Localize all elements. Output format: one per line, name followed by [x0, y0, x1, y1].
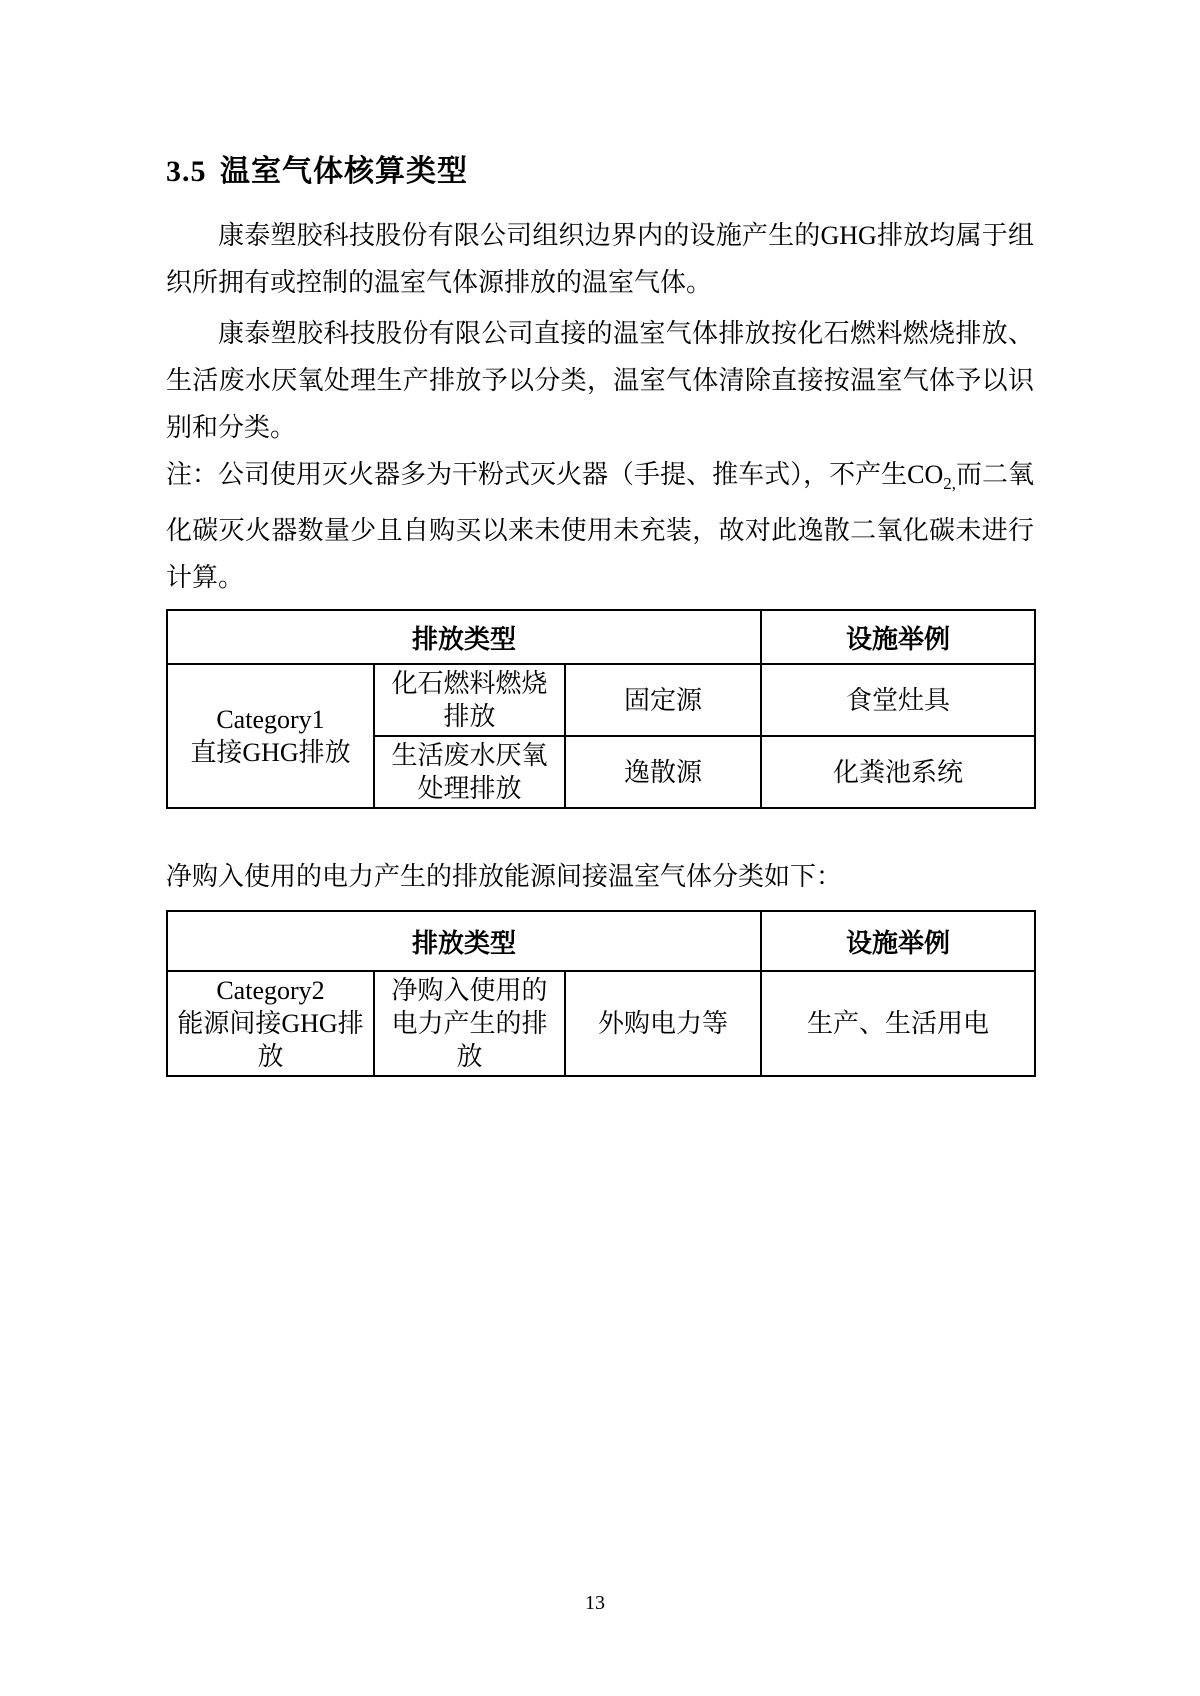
co2-subscript: 2, — [943, 474, 956, 494]
paragraph-direct-emission-classification: 康泰塑胶科技股份有限公司直接的温室气体排放按化石燃料燃烧排放、生活废水厌氧处理生产排放予以分类，温室气体清除直接按温室气体予以识别和分类。 — [166, 319, 1034, 442]
table2-emission-cell: 净购入使用的电力产生的排放 — [374, 971, 565, 1076]
category1-sublabel: 直接GHG排放 — [190, 738, 351, 768]
section-title: 温室气体核算类型 — [220, 155, 468, 188]
table1-category-cell — [167, 664, 374, 808]
category2-sublabel: 能源间接GHG排放 — [177, 1009, 364, 1072]
note-text-after-subscript: 而二氧化碳灭火器数量少且自购买以来未使用未充装，故对此逸散二氧化碳未进行计算。 — [166, 460, 1034, 593]
table1-header-row — [167, 610, 1035, 664]
section-heading — [166, 152, 1034, 192]
paragraph-electricity-intro: 净购入使用的电力产生的排放能源间接温室气体分类如下： — [166, 862, 843, 892]
table2-source-cell: 外购电力等 — [565, 971, 761, 1076]
paragraph-ghg-boundary: 康泰塑胶科技股份有限公司组织边界内的设施产生的GHG排放均属于组织所拥有或控制的温室气体源排放的温室气体。 — [166, 221, 1034, 297]
table1-emission-type-header: 排放类型 — [167, 610, 761, 664]
table2-facility-example-header: 设施举例 — [761, 911, 1035, 971]
note-text-before-subscript: 注：公司使用灭火器多为干粉式灭火器（手提、推车式），不产生CO — [166, 460, 944, 489]
table2-facility-cell: 生产、生活用电 — [761, 971, 1035, 1076]
page-content — [166, 152, 1034, 1077]
table1-facility-example-header: 设施举例 — [761, 610, 1035, 664]
table1-emission-cell: 化石燃料燃烧排放 — [374, 664, 565, 736]
paragraph-note-extinguishers — [166, 451, 1034, 601]
table1-source-cell: 固定源 — [565, 664, 761, 736]
table1-emission-cell: 生活废水厌氧处理排放 — [374, 736, 565, 808]
table1-source-cell: 逸散源 — [565, 736, 761, 808]
table1-facility-cell: 化粪池系统 — [761, 736, 1035, 808]
table2-header-row — [167, 911, 1035, 971]
table2-emission-type-header: 排放类型 — [167, 911, 761, 971]
category1-label: Category1 — [216, 705, 325, 735]
table2-row-purchased-electricity — [167, 971, 1035, 1076]
energy-indirect-ghg-emission-table — [166, 910, 1036, 1077]
category2-label: Category2 — [216, 976, 325, 1006]
table2-category-cell — [167, 971, 374, 1076]
direct-ghg-emission-table — [166, 609, 1036, 809]
page-number: 13 — [585, 1592, 605, 1614]
table1-row-fossil-fuel — [167, 664, 1035, 736]
table1-facility-cell: 食堂灶具 — [761, 664, 1035, 736]
section-number: 3.5 — [166, 155, 207, 188]
